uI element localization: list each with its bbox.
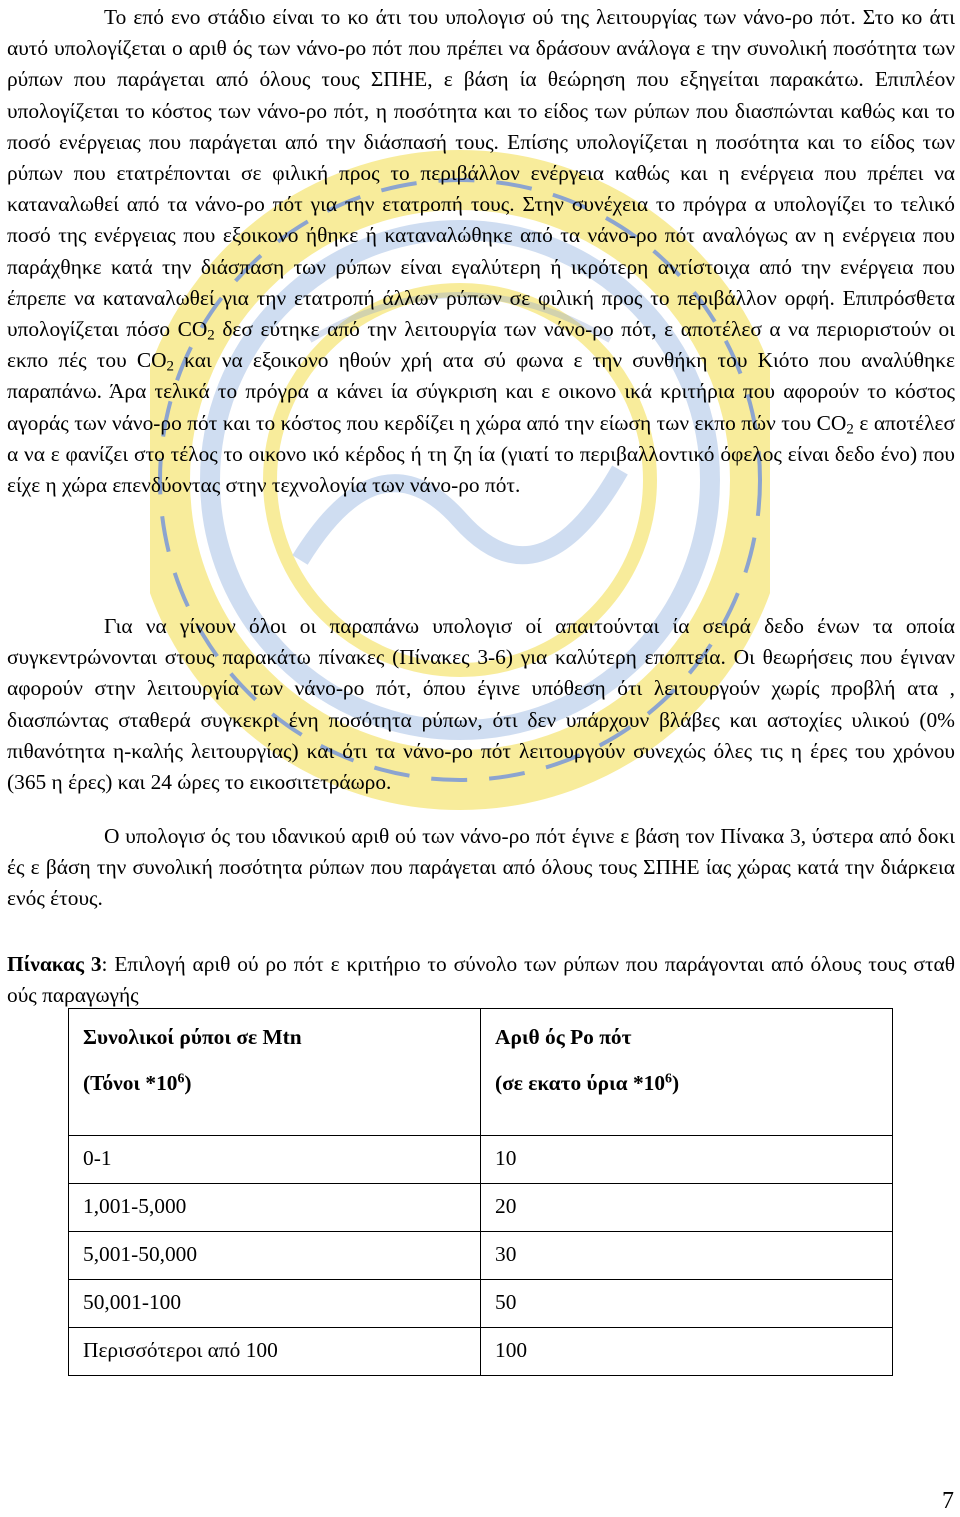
- co2-subscript: 2: [846, 421, 854, 438]
- header-cell-total-pollutants: [69, 1009, 481, 1136]
- table-caption-label: Πίνακας 3: [7, 952, 102, 976]
- table-row: [69, 1232, 893, 1280]
- pollutant-range-cell: 0-1: [69, 1136, 481, 1184]
- robot-count-cell: 10: [481, 1136, 893, 1184]
- table-row: [69, 1280, 893, 1328]
- header-unit-exponent: 6: [177, 1071, 185, 1087]
- table-caption: [7, 949, 955, 1011]
- intro-text-part1: Το επό ενο στάδιο είναι το κο άτι του υπολογισ ού της λειτουργίας των νάνο-ρο πότ. Στο κο άτι αυτό υπολογίζεται ο αριθ ός των νάνο-ρο πότ που πρέπει να δράσουν ανάλογα ε την συνολική ποσότητα των ρύπων που παράγεται από όλους τους ΣΠΗΕ, ε βάση ία θεώρηση που εξηγείται παρακάτω. Επιπλέον υπολογίζεται το κόστος των νάνο-ρο πότ, η ποσότητα και το είδος των ρύπων που διασπώνται καθώς και το ποσό ενέργειας που παράγεται από την διάσπασή τους. Επίσης υπολογίζεται η ποσότητα και το είδος των ρύπων που ετατρέπονται σε φιλική προς το περιβάλλον ενέργεια καθώς και η ενέργεια που πρέπει να καταναλωθεί από τα νάνο-ρο πότ για την ετατροπή τους. Στην συνέχεια το πρόγρα α υπολογίζει το τελικό ποσό της ενέργειας που εξοικονο ήθηκε ή καταναλώθηκε από τα νάνο-ρο πότ αναλόγως αν η ενέργεια που παράχθηκε κατά την διάσπαση των ρύπων είναι εγαλύτερη ή ικρότερη αντίστοιχα από την ενέργεια που έπρεπε να καταναλωθεί για την ετατροπή άλλων ρύπων σε φιλική προς το περιβάλλον ορφή. Επιπρόσθετα υπολογίζεται πόσο CO: [7, 5, 955, 342]
- pollutant-range-cell: 1,001-5,000: [69, 1184, 481, 1232]
- robot-count-cell: 20: [481, 1184, 893, 1232]
- pollutant-range-cell: 50,001-100: [69, 1280, 481, 1328]
- table-row: [69, 1184, 893, 1232]
- header-unit-exponent: 6: [665, 1071, 672, 1087]
- header-unit-text: (σε εκατο ύρια *10: [495, 1071, 666, 1095]
- robot-count-cell: 100: [481, 1328, 893, 1376]
- header-unit-text: (Τόνοι *10: [83, 1071, 178, 1095]
- intro-text-part3: και να εξοικονο ηθούν χρή ατα σύ φωνα ε την συνθήκη του Κιότο που αναλύθηκε παραπάνω. Άρα τελικά το πρόγρα α κάνει ία σύγκριση και ε οικονο ικά κριτήρια που αφορούν το κόστος αγοράς των νάνο-ρο πότ και το κόστος που κερδίζει η χώρα από την είωση των εκπο πών του CO: [7, 348, 955, 435]
- table-row: [69, 1136, 893, 1184]
- header-total-pollutants-title: Συνολικοί ρύποι σε Mtn: [83, 1025, 302, 1049]
- co2-subscript: 2: [166, 358, 175, 375]
- page-number: 7: [942, 1488, 954, 1514]
- co2-subscript: 2: [207, 327, 215, 344]
- intro-text-part2: δεσ εύτηκε από την λειτουργία των νάνο-ρο πότ, ε αποτέλεσ α να περιοριστούν οι εκπο πές του CO: [7, 317, 955, 373]
- pollutant-range-cell: 5,001-50,000: [69, 1232, 481, 1280]
- table-row: [69, 1328, 893, 1376]
- header-total-pollutants-unit: [83, 1071, 480, 1095]
- header-unit-close: ): [672, 1071, 680, 1095]
- intro-text-part4: ε αποτέλεσ α να ε φανίζει στο τέλος το οικονο ικό κέρδος ή τη ζη ία (γιατί το περιβαλλοντικό όφελος είναι δεδο ένο) που είχε η χώρα επενδύοντας στην τεχνολογία των νάνο-ρο πότ.: [7, 410, 955, 498]
- intro-paragraph: [7, 2, 955, 501]
- pollutant-range-cell: Περισσότεροι από 100: [69, 1328, 481, 1376]
- header-robot-count-title: Αριθ ός Ρο πότ: [495, 1025, 632, 1049]
- table-caption-text: : Επιλογή αριθ ού ρο πότ ε κριτήριο το σύνολο των ρύπων που παράγονται από όλους τους σταθ ούς παραγωγής: [7, 952, 955, 1008]
- robot-count-cell: 30: [481, 1232, 893, 1280]
- calculation-paragraph: Ο υπολογισ ός του ιδανικού αριθ ού των νάνο-ρο πότ έγινε ε βάση τον Πίνακα 3, ύστερα από δοκι ές ε βάση την συνολική ποσότητα ρύπων που παράγεται από όλους τους ΣΠΗΕ ίας χώρας κατά την διάρκεια ενός έτους.: [7, 824, 955, 911]
- robot-count-cell: 50: [481, 1280, 893, 1328]
- robots-table: [68, 1008, 893, 1376]
- table-header-row: [69, 1009, 893, 1136]
- header-robot-count-unit: [495, 1071, 892, 1095]
- assumptions-paragraph: Για να γίνουν όλοι οι παραπάνω υπολογισ οί απαιτούνται ία σειρά δεδο ένων τα οποία συγκεντρώνονται στους παρακάτω πίνακες (Πίνακες 3-6) για καλύτερη εποπτεία. Οι θεωρήσεις που έγιναν αφορούν στην λειτουργία των νάνο-ρο πότ, όπου έγινε υπόθεση ότι λειτουργούν χωρίς προβλή ατα , διασπώντας σταθερά συγκεκρι ένη ποσότητα ρύπων, ότι δεν υπάρχουν βλάβες και αστοχίες υλικού (0% πιθανότητα η-καλής λειτουργίας) και ότι τα νάνο-ρο πότ λειτουργούν συνεχώς όλες τις η έρες του χρόνου (365 η έρες) και 24 ώρες το εικοσιτετράωρο.: [7, 614, 955, 795]
- header-unit-close: ): [184, 1071, 192, 1095]
- table-body: [69, 1009, 893, 1376]
- header-cell-robot-count: [481, 1009, 893, 1136]
